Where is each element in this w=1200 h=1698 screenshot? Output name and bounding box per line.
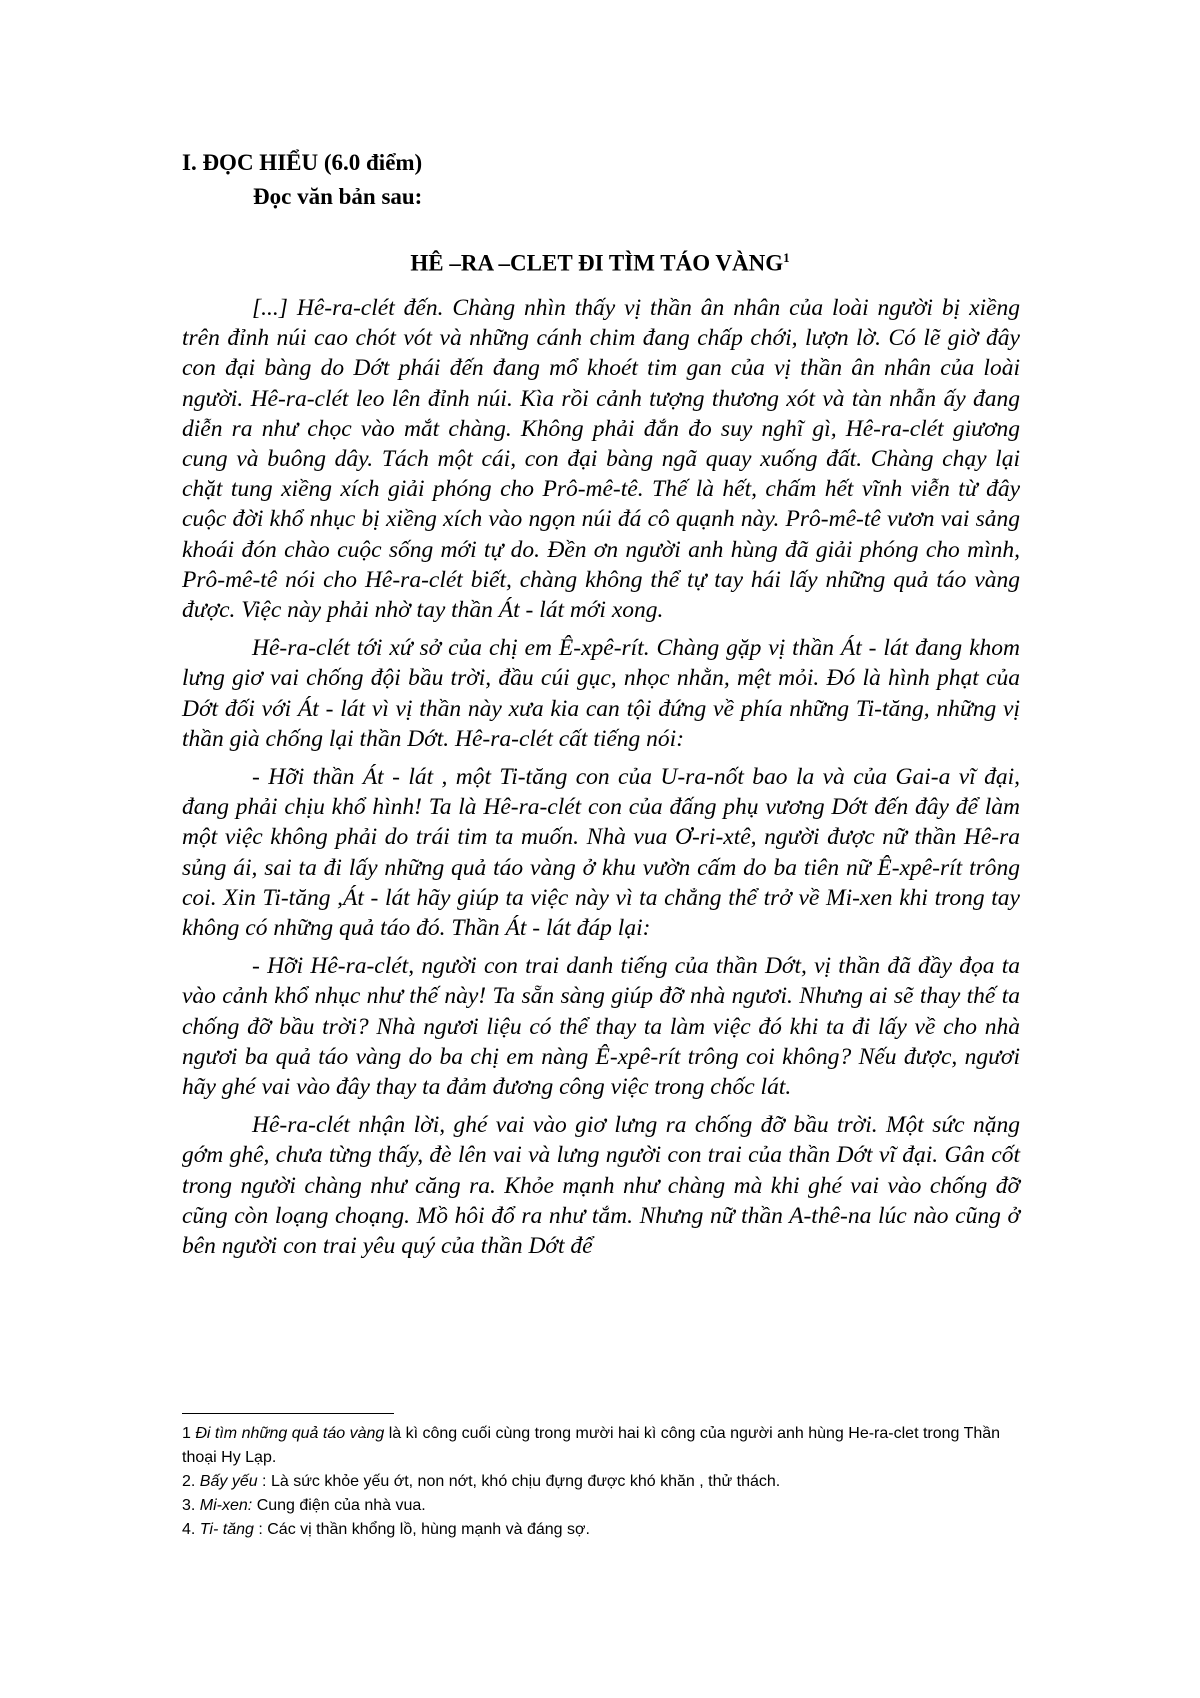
story-title (182, 250, 1018, 277)
footnote-text: Cung điện của nhà vua. (252, 1497, 426, 1514)
story-title-text: HÊ –RA –CLET ĐI TÌM TÁO VÀNG (410, 250, 784, 276)
footnote-term: Mi-xen: (199, 1497, 253, 1514)
reading-instruction: Đọc văn bản sau: (253, 184, 423, 209)
footnote-item (182, 1422, 1020, 1470)
story-paragraph: - Hỡi Hê-ra-clét, người con trai danh tiếng của thần Dớt, vị thần đã đầy đọa ta vào cảnh khổ nhục như thế này! Ta sẵn sàng giúp đỡ nhà ngươi. Nhưng ai sẽ thay thế ta chống đỡ bầu trời? Nhà ngươi liệu có thể thay ta làm việc đó khi ta đi lấy về cho nhà ngươi ba quả táo vàng do ba chị em nàng Ê-xpê-rít trông coi không? Nếu được, ngươi hãy ghé vai vào đây thay ta đảm đương công việc trong chốc lát. (182, 953, 1020, 1101)
footnote-term: Bấy yếu (199, 1473, 258, 1490)
footnote-term: Ti- tăng (199, 1521, 254, 1538)
footnote-term: Đi tìm những quả táo vàng (195, 1425, 385, 1442)
footnote-marker: 2. (182, 1473, 200, 1490)
footnote-text: : Là sức khỏe yếu ớt, non nớt, khó chịu đựng được khó khăn , thử thách. (257, 1473, 781, 1490)
footnote-item (182, 1494, 1020, 1518)
story-paragraph: - Hỡi thần Át - lát , một Ti-tăng con của U-ra-nốt bao la và của Gai-a vĩ đại, đang phải chịu khổ hình! Ta là Hê-ra-clét con của đấng phụ vương Dớt đến đây để làm một việc không phải do trái tim ta muốn. Nhà vua Ơ-ri-xtê, người được nữ thần Hê-ra sủng ái, sai ta đi lấy những quả táo vàng ở khu vườn cấm do ba tiên nữ Ê-xpê-rít trông coi. Xin Ti-tăng ,Át - lát hãy giúp ta việc này vì ta chẳng thể trở về Mi-xen khi trong tay không có những quả táo đó. Thần Át - lát đáp lại: (182, 764, 1020, 942)
footnote-marker: 1 (182, 1425, 196, 1442)
footnotes (182, 1422, 1020, 1542)
footnote-item (182, 1470, 1020, 1494)
footnote-text: : Các vị thần khổng lồ, hùng mạnh và đáng sợ. (253, 1521, 590, 1538)
section-heading: I. ĐỌC HIỂU (6.0 điểm) (182, 150, 423, 175)
story-paragraph: [...] Hê-ra-clét đến. Chàng nhìn thấy vị thần ân nhân của loài người bị xiềng trên đỉnh núi cao chót vót và những cánh chim đang chấp chới, lượn lờ. Có lẽ giờ đây con đại bàng do Dớt phái đến đang mổ khoét tim gan của vị thần ân nhân của loài người. Hê-ra-clét leo lên đỉnh núi. Kìa rồi cảnh tượng thương xót và tàn nhẫn ấy đang diễn ra như chọc vào mắt chàng. Không phải đắn đo suy nghĩ gì, Hê-ra-clét giương cung và buông dây. Tách một cái, con đại bàng ngã quay xuống đất. Chàng chạy lại chặt tung xiềng xích giải phóng cho Prô-mê-tê. Thế là hết, chấm hết vĩnh viễn từ đây cuộc đời khổ nhục bị xiềng xích vào ngọn núi đá cô quạnh này. Prô-mê-tê vươn vai sảng khoái đón chào cuộc sống mới tự do. Đền ơn người anh hùng đã giải phóng cho mình, Prô-mê-tê nói cho Hê-ra-clét biết, chàng không thể tự tay hái lấy những quả táo vàng được. Việc này phải nhờ tay thần Át - lát mới xong. (182, 295, 1020, 624)
story-title-footnote-marker: 1 (783, 250, 790, 265)
footnote-marker: 3. (182, 1497, 200, 1514)
footnote-item (182, 1518, 1020, 1542)
story-body (182, 293, 1020, 1269)
story-paragraph: Hê-ra-clét tới xứ sở của chị em Ê-xpê-rít. Chàng gặp vị thần Át - lát đang khom lưng giơ vai chống đội bầu trời, đầu cúi gục, nhọc nhằn, mệt mỏi. Đó là hình phạt của Dớt đối với Át - lát vì vị thần này xưa kia can tội đứng về phía những Ti-tăng, những vị thần già chống lại thần Dớt. Hê-ra-clét cất tiếng nói: (182, 635, 1020, 752)
footnote-separator (182, 1413, 394, 1414)
footnote-text: là kì công cuối cùng trong mười hai kì công của người anh hùng He-ra-clet trong Thần thoại Hy Lạp. (182, 1425, 1001, 1466)
footnote-marker: 4. (182, 1521, 200, 1538)
story-paragraph: Hê-ra-clét nhận lời, ghé vai vào giơ lưng ra chống đỡ bầu trời. Một sức nặng gớm ghê, chưa từng thấy, đè lên vai và lưng người con trai của thần Dớt vĩ đại. Gân cốt trong người chàng như căng ra. Khỏe mạnh như chàng mà khi ghé vai vào chống đỡ cũng còn loạng choạng. Mồ hôi đổ ra như tắm. Nhưng nữ thần A-thê-na lúc nào cũng ở bên người con trai yêu quý của thần Dớt để (182, 1112, 1020, 1260)
